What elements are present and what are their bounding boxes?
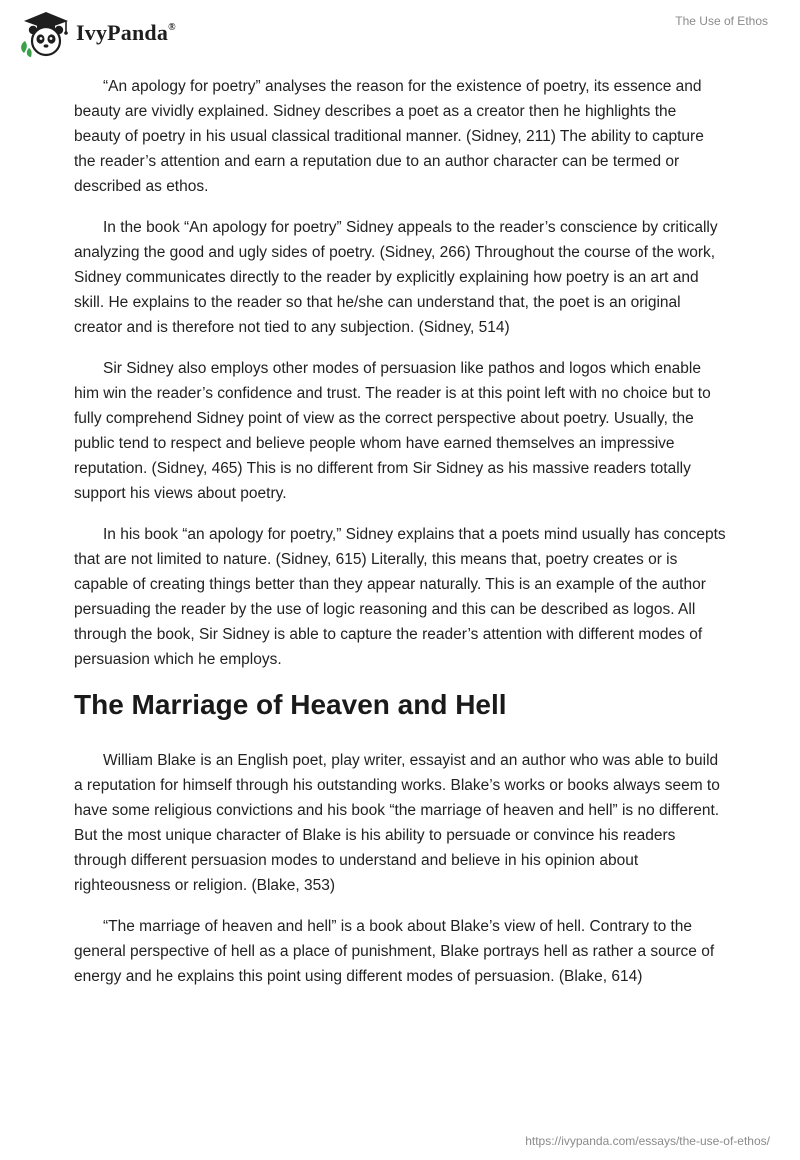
ivypanda-logo[interactable]	[16, 8, 176, 58]
section-heading: The Marriage of Heaven and Hell	[74, 689, 507, 720]
paragraph-blake-hell: “The marriage of heaven and hell” is a book about Blake’s view of hell. Contrary to the general perspective of hell as a place of punishment, Blake portrays hell as rather a source of energy and he explains this point using different modes of persuasion. (Blake, 614)	[74, 918, 715, 985]
paragraph-apology-intro: “An apology for poetry” analyses the reason for the existence of poetry, its essence and beauty are vividly explained. Sidney describes a poet as a creator then he highlights the beauty of poetry in his usual classical traditional manner. (Sidney, 211) The ability to capture the reader’s attention and earn a reputation due to an author character can be termed or described as ethos.	[74, 78, 704, 195]
paragraph-blake-intro: William Blake is an English poet, play writer, essayist and an author who was able to build a reputation for himself through his outstanding works. Blake’s works or books always seem to have some religious convictions and his book “the marriage of heaven and hell” is no different. But the most unique character of Blake is his ability to persuade or convince his readers through different persuasion modes to understand and believe in his opinion about righteousness or religion. (Blake, 353)	[74, 752, 720, 894]
panda-logo-icon	[16, 8, 72, 58]
page-header	[0, 0, 800, 70]
registered-mark: ®	[168, 22, 176, 33]
logo-text: IvyPanda®	[76, 20, 176, 45]
paragraph-poets-mind: In his book “an apology for poetry,” Sidney explains that a poets mind usually has concepts that are not limited to nature. (Sidney, 615) Literally, this means that, poetry creates or is capable of creating things better than they appear naturally. This is an example of the author persuading the reader by the use of logic reasoning and this can be described as logos. All through the book, Sir Sidney is able to capture the reader’s attention with different modes of persuasion which he employs.	[74, 526, 726, 668]
document-title: The Use of Ethos	[675, 14, 768, 28]
paragraph-pathos-logos: Sir Sidney also employs other modes of persuasion like pathos and logos which enable him win the reader’s confidence and trust. The reader is at this point left with no choice but to fully comprehend Sidney point of view as the correct perspective about poetry. Usually, the public tend to respect and believe people whom have earned themselves an impressive reputation. (Sidney, 465) This is no different from Sir Sidney as his massive readers totally support his views about poetry.	[74, 360, 711, 502]
footer-source-url[interactable]: https://ivypanda.com/essays/the-use-of-ethos/	[525, 1134, 770, 1148]
essay-body	[74, 74, 726, 1005]
paragraph-apology-conscience: In the book “An apology for poetry” Sidney appeals to the reader’s conscience by critically analyzing the good and ugly sides of poetry. (Sidney, 266) Throughout the course of the work, Sidney communicates directly to the reader by explicitly explaining how poetry is an art and skill. He explains to the reader so that he/she can understand that, the poet is an original creator and is therefore not tied to any subjection. (Sidney, 514)	[74, 219, 718, 336]
